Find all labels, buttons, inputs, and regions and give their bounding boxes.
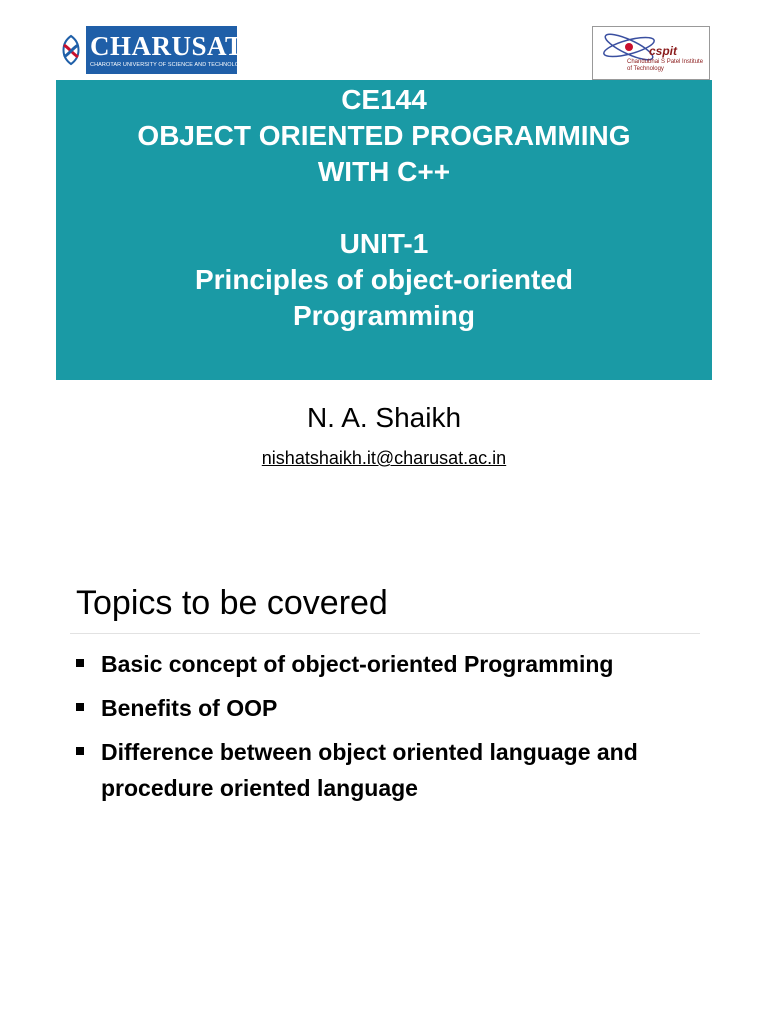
presenter-name: N. A. Shaikh [306,402,462,433]
presenter-email-link[interactable]: nishatshaikh.it@charusat.ac.in [261,448,507,468]
cspit-logo [592,26,710,80]
list-item-text: Difference between object oriented language and procedure oriented language [101,739,638,801]
cspit-logo-name: cspit [649,44,678,58]
course-code: CE144 [341,84,427,115]
cspit-logo-subtitle: Chandubhai S Patel Institute of Technology [627,59,704,72]
topics-heading: Topics to be covered [76,584,388,622]
list-item [76,690,736,726]
topics-slide [0,560,768,1024]
unit-number: UNIT-1 [339,228,429,259]
square-bullet-icon [76,659,84,667]
course-title [56,82,712,334]
list-item-text: Benefits of OOP [101,695,278,721]
square-bullet-icon [76,703,84,711]
charusat-logo-name: CHARUSAT [90,31,244,61]
course-title-line-1: OBJECT ORIENTED PROGRAMMING [137,120,631,151]
charusat-emblem-icon [56,26,86,74]
unit-title-line-2: Programming [292,300,476,331]
charusat-logo [56,26,248,74]
unit-title-line-1: Principles of object-oriented [194,264,574,295]
list-item-text: Basic concept of object-oriented Programming [101,651,614,677]
list-item [76,734,736,806]
heading-divider [70,633,700,634]
charusat-logo-tagline: CHAROTAR UNIVERSITY OF SCIENCE AND TECHNOLOGY [90,62,248,68]
topics-list [76,646,736,814]
course-title-line-2: WITH C++ [317,156,451,187]
square-bullet-icon [76,747,84,755]
list-item [76,646,736,682]
